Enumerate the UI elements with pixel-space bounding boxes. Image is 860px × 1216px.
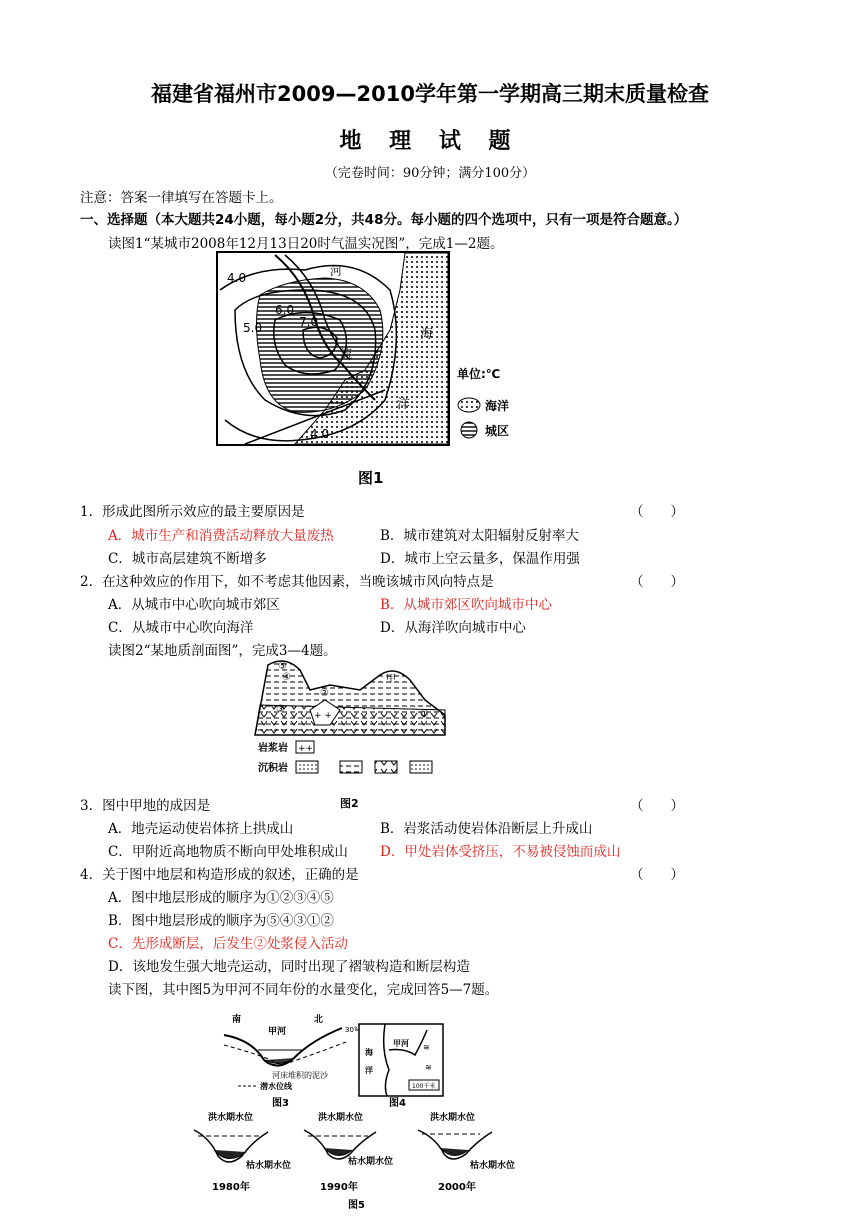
q1-option-d: D．城市上空云量多，保温作用强	[380, 551, 580, 567]
sediment-label: 河床堆积的泥沙	[272, 1071, 328, 1080]
year-label: 2000年	[438, 1182, 476, 1193]
intro-fig1: 读图1“某城市2008年12月13日20时气温实况图”，完成1—2题。	[108, 236, 504, 252]
scale-label: 100千米	[412, 1083, 436, 1090]
svg-text:≋: ≋	[425, 1063, 432, 1072]
answer-blank[interactable]: （ ）	[630, 574, 684, 590]
figure-4-caption: 图4	[389, 1098, 406, 1109]
sediment-swatch-3	[375, 761, 397, 773]
subject-title: 地 理 试 题	[339, 129, 521, 154]
exam-title: 福建省福州市2009—2010学年第一学期高三期末质量检查	[151, 82, 709, 106]
question-4-stem: 4．关于图中地层和构造形成的叙述，正确的是	[80, 867, 359, 883]
flood-label: 洪水期水位	[318, 1113, 364, 1123]
figure-2-caption: 图2	[340, 797, 359, 810]
q4-option-a: A．图中地层形成的顺序为①②③④⑤	[108, 890, 334, 906]
sediment-swatch-1	[296, 761, 318, 773]
sea-label-2: 洋	[397, 397, 411, 412]
layer-label: ①	[420, 709, 429, 720]
q4-option-b: B．图中地层形成的顺序为⑤④③①②	[108, 913, 334, 929]
q3-option-a: A．地壳运动使岩体挤上拱成山	[108, 821, 294, 837]
q1-option-b: B．城市建筑对太阳辐射反射率大	[380, 528, 579, 544]
figure-3-profile	[222, 1010, 350, 1110]
sea-label-1: 海	[365, 1048, 373, 1057]
q3-option-b: B．岩浆活动使岩体沿断层上升成山	[380, 821, 593, 837]
flood-label: 洪水期水位	[430, 1113, 476, 1123]
dry-label: 枯水期水位	[470, 1161, 516, 1171]
north-label: 北	[314, 1015, 324, 1025]
section-1990	[304, 1111, 393, 1193]
q3-option-c: C．甲附近高地物质不断向甲处堆积成山	[108, 844, 348, 860]
legend-unit: 单位:℃	[457, 367, 501, 381]
answer-blank[interactable]: （ ）	[630, 798, 684, 814]
q2-option-c: C．从城市中心吹向海洋	[108, 620, 254, 636]
year-label: 1980年	[212, 1182, 250, 1193]
layer-label: ②	[320, 688, 329, 699]
dry-label: 枯水期水位	[348, 1157, 394, 1167]
river-label-2: 流	[340, 347, 353, 361]
q1-option-a: A．城市生产和消费活动释放大量废热	[108, 528, 334, 544]
figure-2-section	[250, 655, 450, 815]
section-1980	[194, 1111, 291, 1193]
sea-label-2: 洋	[365, 1066, 373, 1075]
isotherm-label: 4.0	[310, 427, 330, 441]
sediment-swatch-4	[410, 761, 432, 773]
legend-city-swatch	[461, 422, 477, 438]
dry-label: 枯水期水位	[246, 1161, 292, 1171]
water-table-label: 潜水位线	[260, 1082, 292, 1091]
time-info: （完卷时间：90分钟；满分100分）	[324, 166, 536, 181]
figure-1-map	[215, 250, 535, 495]
answer-blank[interactable]: （ ）	[630, 504, 684, 520]
river-label-1: 河	[330, 264, 343, 278]
section-heading: 一、选择题（本大题共24小题，每小题2分，共48分。每小题的四个选项中，只有一项是符合题意。）	[80, 212, 688, 228]
river-jia-label: 甲河	[268, 1027, 287, 1037]
figure-5-caption: 图5	[348, 1200, 365, 1211]
sediment-swatch-2	[340, 761, 362, 773]
question-1-stem: 1．形成此图所示效应的最主要原因是	[80, 504, 305, 520]
q1-option-c: C．城市高层建筑不断增多	[108, 551, 267, 567]
figure-3-caption: 图3	[272, 1098, 289, 1109]
svg-text:≋: ≋	[423, 1043, 430, 1052]
legend-sea-label: 海洋	[485, 399, 510, 413]
section-2000	[418, 1111, 515, 1193]
flood-label: 洪水期水位	[208, 1113, 254, 1123]
layer-label: ⑤	[278, 661, 287, 672]
isotherm-label: 5.0	[243, 321, 263, 335]
answer-blank[interactable]: （ ）	[630, 867, 684, 883]
isotherm-label: 6.0	[275, 303, 295, 317]
layer-label: ④	[282, 672, 291, 683]
q2-option-a: A．从城市中心吹向城市郊区	[108, 597, 280, 613]
question-2-stem: 2．在这种效应的作用下，如不考虑其他因素，当晚该城市风向特点是	[80, 574, 494, 590]
figure-1-caption: 图1	[358, 469, 384, 487]
sea-label-1: 海	[420, 327, 434, 342]
layer-label: ③	[276, 704, 285, 715]
figure-4-map	[345, 1010, 445, 1110]
river-jia-label: 甲河	[393, 1039, 409, 1048]
svg-text:++: ++	[298, 744, 314, 754]
q4-option-d: D．该地发生强大地壳运动，同时出现了褶皱构造和断层构造	[108, 959, 470, 975]
question-3-stem: 3．图中甲地的成因是	[80, 798, 211, 814]
latitude-label: 30°	[345, 1026, 358, 1034]
magma-cross: + +	[314, 711, 332, 721]
year-label: 1990年	[320, 1182, 358, 1193]
isotherm-label: 4.0	[227, 271, 247, 285]
q3-option-d: D．甲处岩体受挤压，不易被侵蚀而成山	[380, 844, 621, 860]
legend-city-label: 城区	[485, 424, 510, 438]
intro-fig2: 读图2“某地质剖面图”，完成3—4题。	[108, 643, 337, 659]
legend-sediment: 沉积岩	[258, 763, 288, 774]
legend-magma: 岩浆岩	[258, 743, 288, 754]
isotherm-label: 7.0	[299, 315, 319, 329]
legend-sea-swatch	[458, 398, 480, 412]
q4-option-c: C．先形成断层，后发生②处浆侵入活动	[108, 936, 348, 952]
south-label: 南	[232, 1015, 242, 1025]
intro-fig5: 读下图，其中图5为甲河不同年份的水量变化，完成回答5—7题。	[108, 982, 499, 998]
q2-option-d: D．从海洋吹向城市中心	[380, 620, 526, 636]
notice: 注意：答案一律填写在答题卡上。	[80, 190, 283, 206]
q2-option-b: B．从城市郊区吹向城市中心	[380, 597, 552, 613]
figure-5-crosssections	[190, 1108, 535, 1214]
jia-label: 甲	[386, 674, 396, 685]
